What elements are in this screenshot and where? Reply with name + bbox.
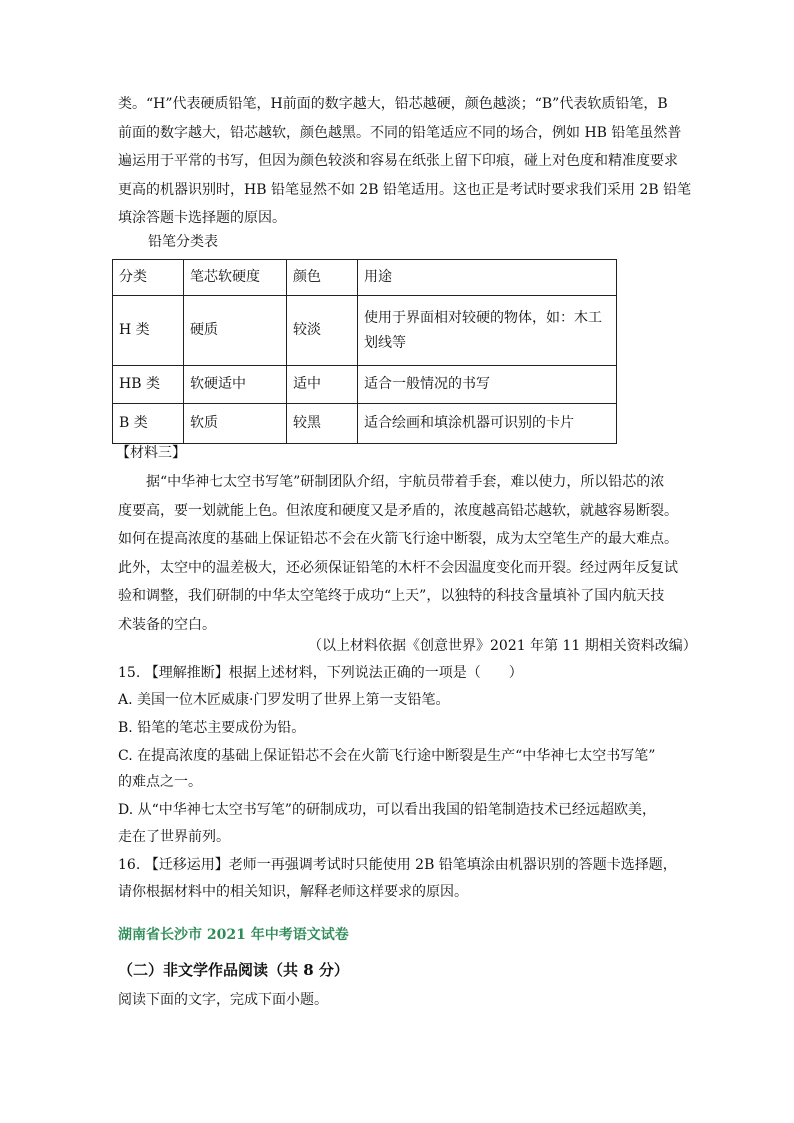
question-15-option-b: B. 铅笔的笔芯主要成份为铅。 bbox=[118, 720, 306, 736]
text-line: 术装备的空白。 bbox=[118, 616, 216, 633]
table-caption: 铅笔分类表 bbox=[148, 234, 218, 250]
question-15-option-d: D. 从“中华神七太空书写笔”的研制成功，可以看出我国的铅笔制造技术已经远超欧美， bbox=[118, 802, 656, 818]
table-header-cell: 颜色 bbox=[287, 260, 358, 296]
text-line: 验和调整，我们研制的中华太空笔终于成功“上天”，以独特的科技含量填补了国内航天技 bbox=[118, 588, 665, 604]
table-row bbox=[113, 296, 617, 366]
source-note: （以上材料依据《创意世界》2021 年第 11 期相关资料改编） bbox=[308, 638, 697, 654]
table-cell: 硬质 bbox=[184, 296, 287, 366]
text-line: 更高的机器识别时，HB 铅笔显然不如 2B 铅笔适用。这也正是考试时要求我们采用 2B 铅笔 bbox=[118, 181, 692, 198]
table-header-cell: 分类 bbox=[113, 260, 184, 296]
table-cell: 适合绘画和填涂机器可识别的卡片 bbox=[358, 404, 617, 444]
table-cell: H 类 bbox=[113, 296, 184, 366]
question-16-stem-cont: 请你根据材料中的相关知识，解释老师这样要求的原因。 bbox=[118, 884, 468, 900]
table-cell: 软硬适中 bbox=[184, 366, 287, 404]
text-line: 度要高，要一划就能上色。但浓度和硬度又是矛盾的，浓度越高铅芯越软，就越容易断裂。 bbox=[118, 502, 678, 519]
text-line: 前面的数字越大，铅芯越软，颜色越黑。不同的铅笔适应不同的场合，例如 HB 铅笔虽然普 bbox=[118, 124, 682, 141]
table-cell: 适中 bbox=[287, 366, 358, 404]
pencil-classification-table bbox=[112, 259, 617, 444]
table-header-cell: 用途 bbox=[358, 260, 617, 296]
exam-title: 湖南省长沙市 2021 年中考语文试卷 bbox=[118, 927, 349, 943]
table-row bbox=[113, 404, 617, 444]
question-16-stem: 16. 【迁移运用】老师一再强调考试时只能使用 2B 铅笔填涂由机器识别的答题卡选择题， bbox=[118, 857, 677, 873]
table-cell: 使用于界面相对较硬的物体，如：木工划线等 bbox=[358, 296, 617, 366]
question-15-option-d-cont: 走在了世界前列。 bbox=[118, 829, 230, 845]
table-cell: B 类 bbox=[113, 404, 184, 444]
table-row bbox=[113, 366, 617, 404]
question-15-option-a: A. 美国一位木匠威康·门罗发明了世界上第一支铅笔。 bbox=[118, 692, 450, 708]
material3-label: 【材料三】 bbox=[116, 445, 186, 461]
text-line: 如何在提高浓度的基础上保证铅芯不会在火箭飞行途中断裂，成为太空笔生产的最大难点。 bbox=[118, 531, 678, 547]
table-cell: 适合一般情况的书写 bbox=[358, 366, 617, 404]
material3-paragraph bbox=[118, 468, 678, 639]
reading-instruction: 阅读下面的文字，完成下面小题。 bbox=[118, 992, 328, 1008]
material2-tail-paragraph bbox=[118, 90, 692, 233]
text-line: 类。“H”代表硬质铅笔，H前面的数字越大，铅芯越硬，颜色越淡；“B”代表软质铅笔，B bbox=[118, 96, 668, 112]
table-cell: 较淡 bbox=[287, 296, 358, 366]
text-line: 填涂答题卡选择题的原因。 bbox=[118, 210, 286, 226]
question-15-stem: 15. 【理解推断】根据上述材料，下列说法正确的一项是（ ） bbox=[118, 665, 523, 681]
text-line: 遍运用于平常的书写，但因为颜色较淡和容易在纸张上留下印痕，碰上对色度和精准度要求 bbox=[118, 153, 678, 169]
question-15-option-c-cont: 的难点之一。 bbox=[118, 774, 202, 790]
table-header-row bbox=[113, 260, 617, 296]
text-line: 此外，太空中的温差极大，还必须保证铅笔的木杆不会因温度变化而开裂。经过两年反复试 bbox=[118, 559, 678, 576]
question-15-option-c: C. 在提高浓度的基础上保证铅芯不会在火箭飞行途中断裂是生产“中华神七太空书写笔” bbox=[118, 748, 656, 764]
table-cell: 软质 bbox=[184, 404, 287, 444]
table-cell: 较黑 bbox=[287, 404, 358, 444]
text-line: 据“中华神七太空书写笔”研制团队介绍，宇航员带着手套，难以使力，所以铅芯的浓 bbox=[118, 474, 665, 490]
section-heading: （二）非文学作品阅读（共 8 分） bbox=[118, 961, 349, 979]
table-header-cell: 笔芯软硬度 bbox=[184, 260, 287, 296]
table-cell: HB 类 bbox=[113, 366, 184, 404]
